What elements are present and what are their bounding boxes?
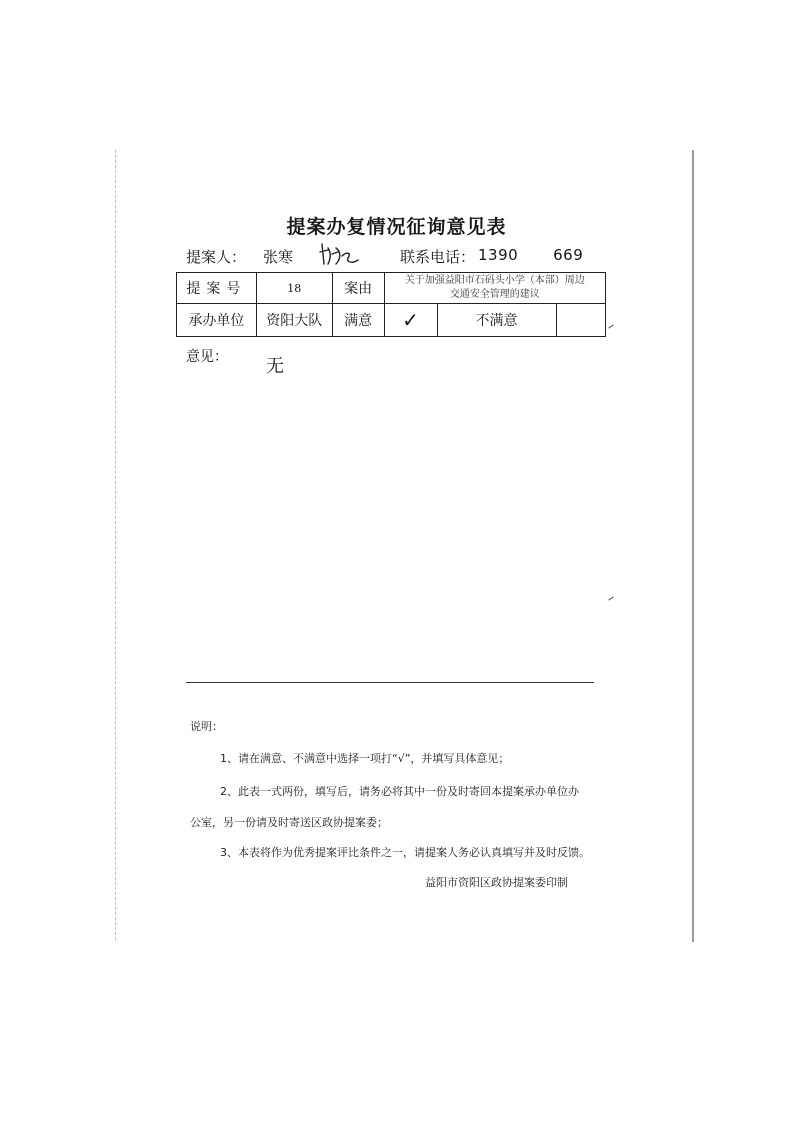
satisfaction-cells: [384, 304, 605, 337]
note-item-3: 3、本表将作为优秀提案评比条件之一，请提案人务必认真填写并及时反馈。: [220, 846, 590, 859]
notes-heading: 说明：: [190, 720, 223, 733]
proposer-name: 张寒: [263, 248, 294, 266]
note-item-2-cont: 公室，另一份请及时寄送区政协提案委；: [190, 816, 388, 829]
proposer-label: 提案人：: [186, 248, 247, 266]
satisfied-checkbox[interactable]: ✓: [385, 304, 438, 336]
satisfied-label: 满意: [332, 304, 384, 337]
subject-value: [384, 273, 605, 304]
unit-label: 承办单位: [177, 304, 257, 337]
unit-value: 资阳大队: [256, 304, 332, 337]
opinion-label: 意见：: [186, 349, 228, 365]
proposal-info-table: [176, 272, 606, 335]
proposal-no-value: 18: [256, 273, 332, 304]
printer-footer: 益阳市资阳区政协提案委印制: [425, 876, 568, 889]
unsatisfied-label: 不满意: [437, 304, 556, 336]
scan-speck: [608, 324, 613, 328]
proposal-no-label: 提案号: [177, 273, 257, 304]
subject-label: 案由: [332, 273, 384, 304]
scan-edge-left: [115, 150, 116, 940]
subject-line-2: 交通安全管理的建议: [449, 289, 540, 300]
handwritten-signature: [318, 240, 362, 268]
divider-line: [186, 682, 594, 683]
form-title: 提案办复情况征询意见表: [286, 216, 507, 238]
unsatisfied-checkbox[interactable]: [556, 304, 605, 336]
scan-speck: [608, 596, 613, 600]
phone-value: 1390 669: [478, 246, 584, 264]
note-item-2: 2、此表一式两份，填写后，请务必将其中一份及时寄回本提案承办单位办: [220, 785, 579, 798]
scan-edge-right: [692, 150, 694, 942]
note-item-1: 1、请在满意、不满意中选择一项打“√”，并填写具体意见；: [220, 752, 510, 765]
subject-line-1: 关于加强益阳市石码头小学（本部）周边: [404, 275, 585, 286]
phone-label: 联系电话：: [400, 248, 476, 266]
opinion-value: 无: [266, 356, 284, 377]
